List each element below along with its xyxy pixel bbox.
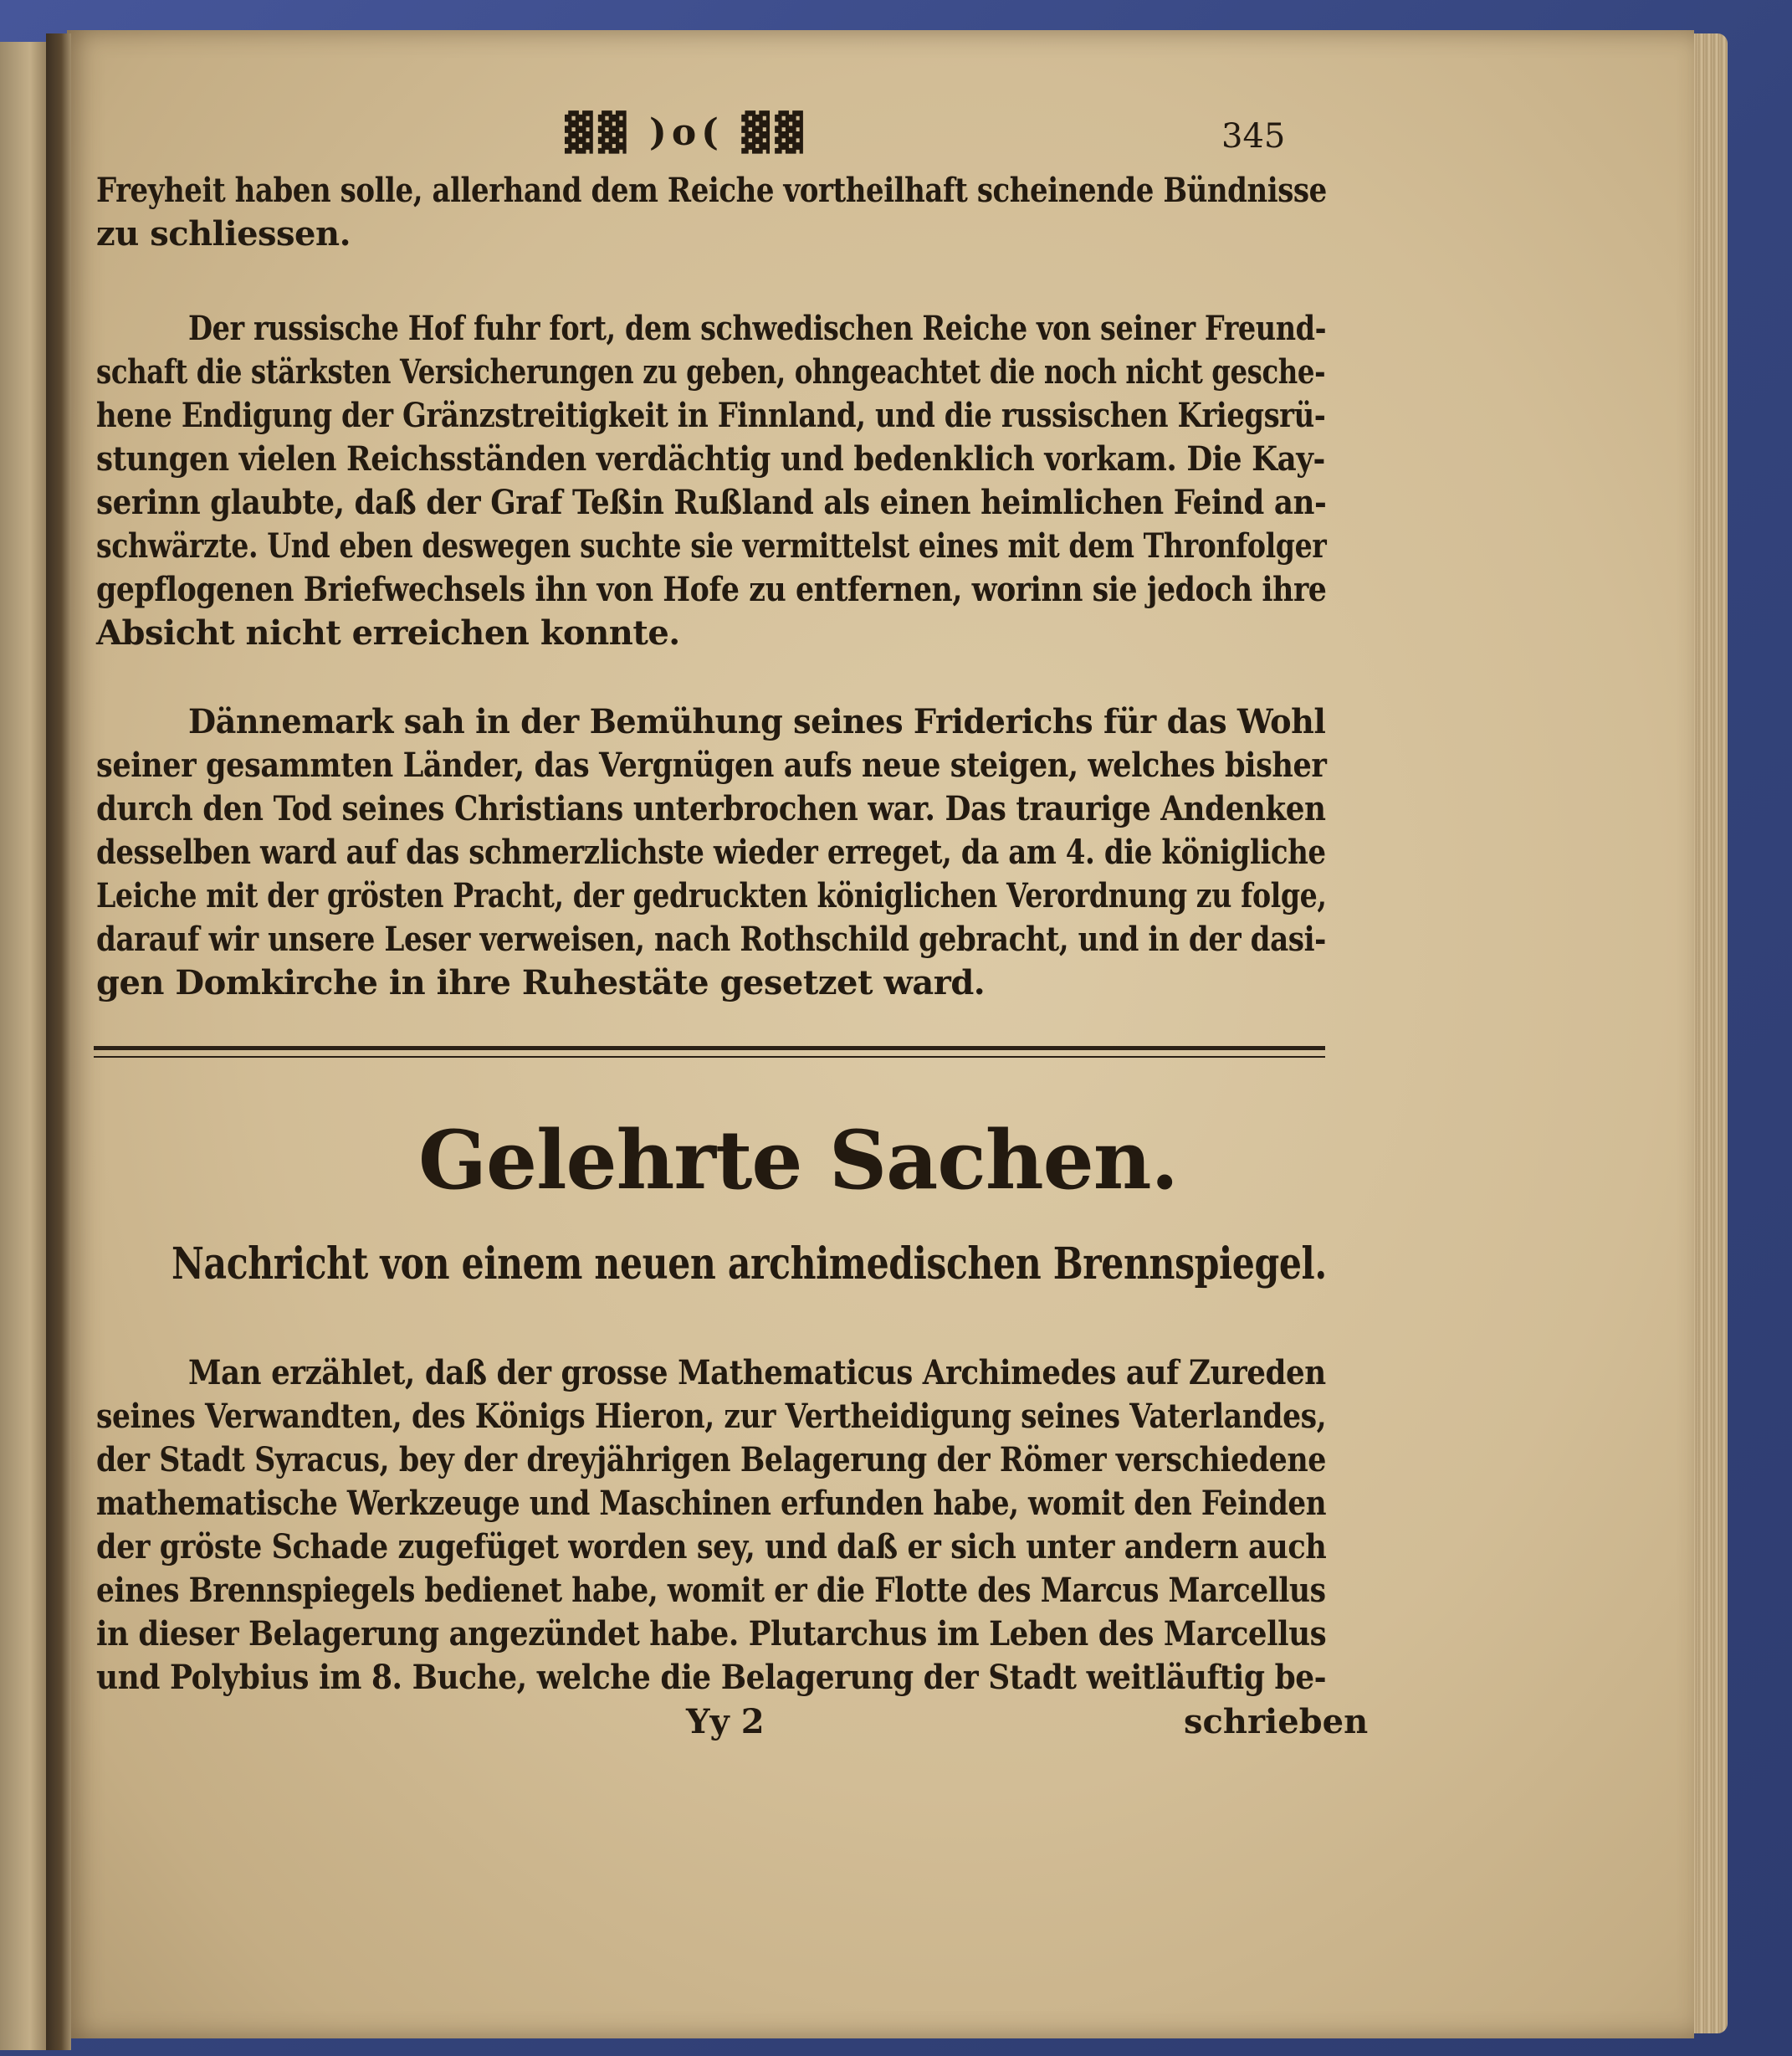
book-gutter [46,33,71,2050]
text-line: stungen vielen Reichsständen verdächtig und bedenklich vorkam. Die Kay- [96,439,1325,479]
page-number: 345 [1221,117,1286,156]
running-head-ornament: ▓▓ )o( ▓▓ [565,111,808,154]
text-line: Der russische Hof fuhr fort, dem schwedischen Reiche von seiner Freund- [188,309,1327,348]
text-line: seines Verwandten, des Königs Hieron, zur Vertheidigung seines Vaterlandes, [96,1397,1327,1436]
text-line: desselben ward auf das schmerzlichste wieder erreget, da am 4. die königliche [96,833,1326,872]
text-line: darauf wir unsere Leser verweisen, nach Rothschild gebracht, und in der dasi- [96,920,1326,959]
text-line: Absicht nicht erreichen konnte. [96,613,680,653]
text-line: serinn glaubte, daß der Graf Teßin Rußland als einen heimlichen Feind an- [96,483,1327,522]
text-line: Freyheit haben solle, allerhand dem Reiche vortheilhaft scheinende Bündnisse [96,171,1327,210]
text-line: eines Brennspiegels bedienet habe, womit er die Flotte des Marcus Marcellus [96,1571,1326,1610]
signature-mark: Yy 2 [686,1702,765,1741]
text-line: hene Endigung der Gränzstreitigkeit in Finnland, und die russischen Kriegsrü- [96,396,1326,435]
text-line: und Polybius im 8. Buche, welche die Belagerung der Stadt weitläuftig be- [96,1658,1327,1697]
catchword: schrieben [1184,1702,1369,1741]
text-line: schaft die stärksten Versicherungen zu geben, ohngeachtet die noch nicht gesche- [96,352,1326,392]
facing-page-edge [0,42,50,2050]
text-line: in dieser Belagerung angezündet habe. Plutarchus im Leben des Marcellus [96,1614,1327,1654]
text-line: schwärzte. Und eben deswegen suchte sie vermittelst eines mit dem Thronfolger [96,526,1327,566]
section-rule-thick [94,1046,1325,1050]
text-line: Leiche mit der grösten Pracht, der gedruckten königlichen Verordnung zu folge, [96,876,1327,915]
text-line: gepflogenen Briefwechsels ihn von Hofe zu entfernen, worinn sie jedoch ihre [96,570,1327,609]
text-line: durch den Tod seines Christians unterbrochen war. Das traurige Andenken [96,789,1326,828]
text-line: Man erzählet, daß der grosse Mathematicus Archimedes auf Zureden [188,1353,1326,1392]
text-line: Dännemark sah in der Bemühung seines Friderichs für das Wohl [188,702,1326,741]
article-heading: Nachricht von einem neuen archimedischen Brennspiegel. [172,1238,1327,1289]
text-line: mathematische Werkzeuge und Maschinen erfunden habe, womit den Feinden [96,1484,1327,1523]
text-line: der gröste Schade zugefüget worden sey, und daß er sich unter andern auch [96,1527,1327,1566]
section-heading: Gelehrte Sachen. [418,1113,1178,1207]
section-rule-thin [94,1056,1325,1058]
text-line: zu schliessen. [96,214,351,254]
text-line: gen Domkirche in ihre Ruhestäte gesetzet ward. [96,963,986,1002]
text-line: seiner gesammten Länder, das Vergnügen aufs neue steigen, welches bisher [96,746,1327,785]
text-line: der Stadt Syracus, bey der dreyjährigen Belagerung der Römer verschiedene [96,1440,1327,1479]
